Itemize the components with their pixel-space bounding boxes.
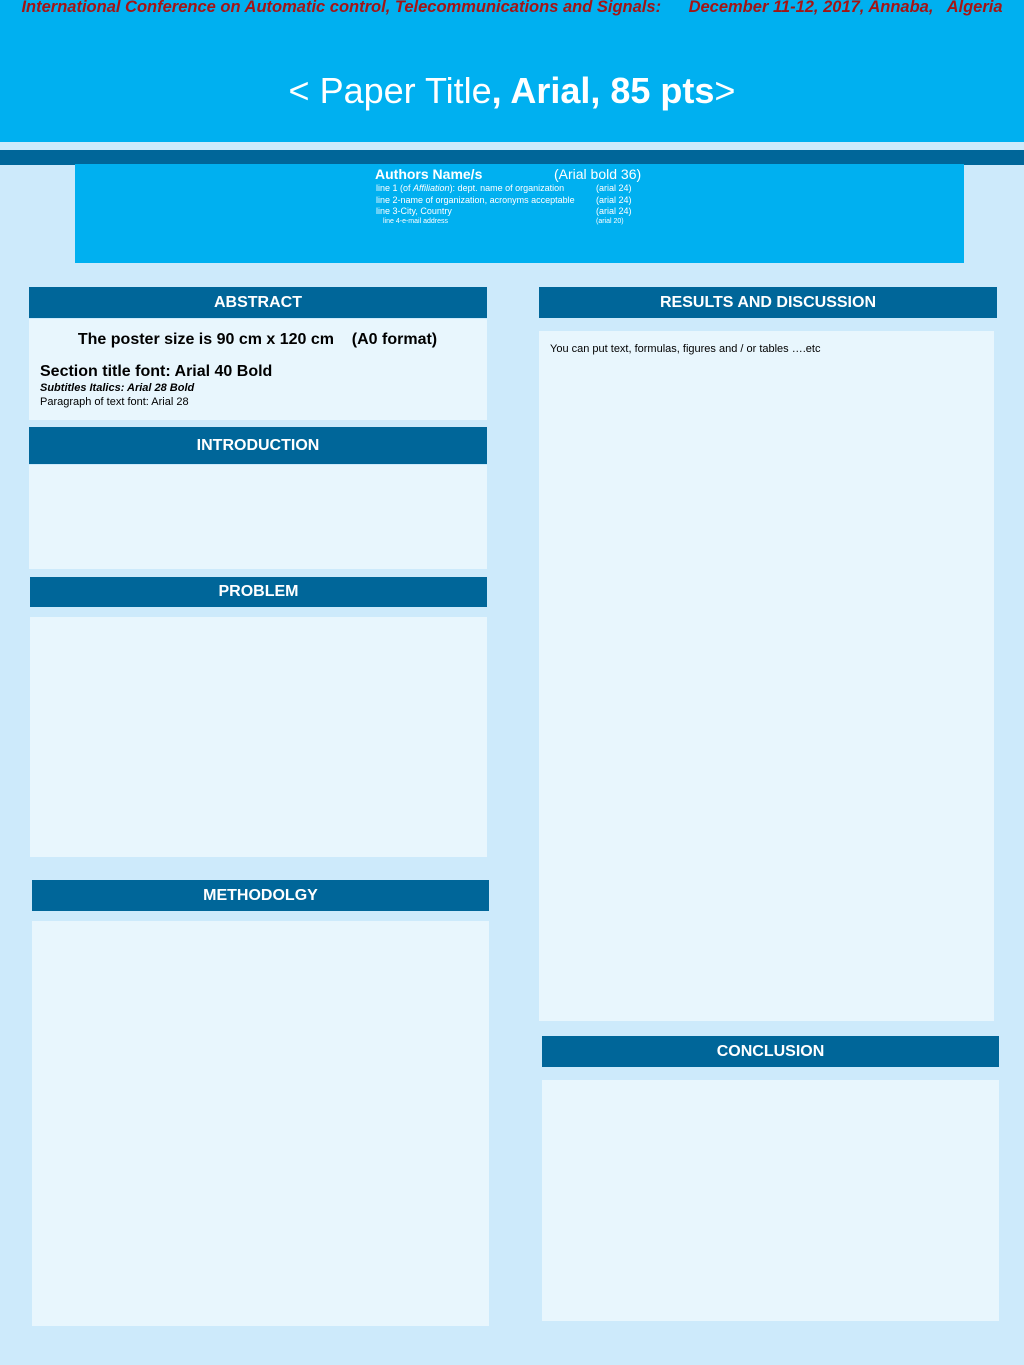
author-line-4: line 4-e-mail address — [383, 218, 448, 225]
abstract-section-font: Section title font: Arial 40 Bold — [40, 363, 273, 380]
authors-name: Authors Name/s — [375, 166, 483, 182]
abstract-paragraph-font: Paragraph of text font: Arial 28 — [40, 396, 189, 408]
section-body-methodology — [32, 921, 489, 1326]
section-body-problem — [30, 617, 487, 857]
author-line-4-note: (arial 20) — [596, 218, 624, 225]
header-stripe — [0, 150, 1024, 165]
section-header-conclusion: CONCLUSION — [542, 1036, 999, 1067]
section-header-abstract: ABSTRACT — [29, 287, 487, 318]
abstract-poster-size: The poster size is 90 cm x 120 cm (A0 format) — [77, 331, 438, 348]
section-body-conclusion — [542, 1080, 999, 1321]
section-header-introduction: INTRODUCTION — [29, 427, 487, 464]
title-left: < Paper Title — [288, 70, 492, 111]
title-bold: , Arial, 85 pts — [491, 70, 715, 111]
section-header-results: RESULTS AND DISCUSSION — [539, 287, 997, 318]
author-line-1-note: (arial 24) — [596, 183, 632, 193]
author-line-2-note: (arial 24) — [596, 195, 632, 205]
abstract-subtitles-font: Subtitles Italics: Arial 28 Bold — [40, 382, 195, 394]
section-header-methodology: METHODOLGY — [32, 880, 489, 911]
results-text: You can put text, formulas, figures and / or tables ….etc — [550, 343, 821, 355]
authors-box — [75, 164, 964, 263]
section-header-problem: PROBLEM — [30, 577, 487, 607]
author-line-2: line 2-name of organization, acronyms acceptable — [376, 195, 575, 205]
section-body-introduction — [29, 465, 487, 569]
authors-name-note: (Arial bold 36) — [554, 166, 642, 182]
paper-title — [0, 70, 1024, 112]
author-line-3: line 3-City, Country — [376, 206, 452, 216]
poster-header — [0, 0, 1024, 142]
author-line-3-note: (arial 24) — [596, 206, 632, 216]
conference-line: International Conference on Automatic control, Telecommunications and Signals: December 11-12, 2017, Annaba, Algeria — [21, 0, 1003, 16]
author-line-1: line 1 (of Affiliation): dept. name of organization — [376, 183, 565, 193]
section-body-abstract — [29, 319, 487, 420]
section-body-results — [539, 331, 994, 1021]
title-right: > — [714, 70, 736, 111]
